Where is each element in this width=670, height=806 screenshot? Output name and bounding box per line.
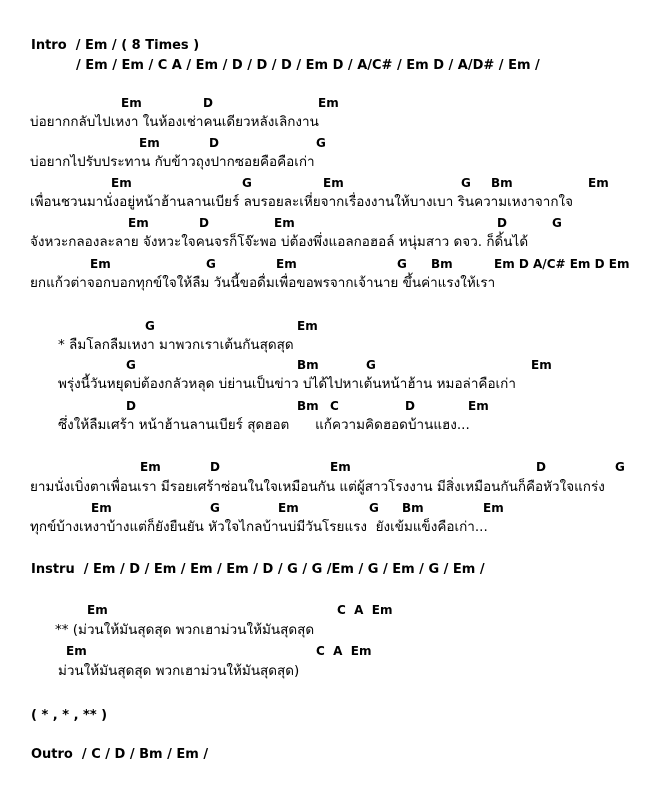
chord-row	[0, 256, 670, 272]
chord-label: Em	[323, 176, 344, 190]
chord-label: G	[206, 257, 216, 271]
lyric-line: พรุ่งนี้วันหยุดบ่ต้องกลัวหลุด บ่ย่านเป็นข่าว บ่ได้ไปหาเต้นหน้าฮ้าน หมอล่าคือเก่า	[58, 376, 516, 392]
chord-row	[0, 357, 670, 373]
chord-label: Em	[66, 644, 87, 658]
chord-row	[0, 398, 670, 414]
chord-label: Em	[278, 501, 299, 515]
chord-label: Em	[90, 257, 111, 271]
chord-label: Em	[297, 319, 318, 333]
lyric-line: ม่วนให้มันสุดสุด พวกเฮาม่วนให้มันสุดสุด)	[58, 663, 300, 679]
chord-row	[0, 318, 670, 334]
chord-label: Em	[330, 460, 351, 474]
intro-progression: / Em / Em / C A / Em / D / D / D / Em D / A/C# / Em D / A/D# / Em /	[76, 58, 540, 73]
chord-label: G	[552, 216, 562, 230]
chord-label: G	[242, 176, 252, 190]
chord-label: C A Em	[316, 644, 372, 658]
chord-label: D	[209, 136, 219, 150]
chord-label: D	[536, 460, 546, 474]
chord-row	[0, 95, 670, 111]
lyric-line: * ลืมโลกลืมเหงา มาพวกเราเต้นกันสุดสุด	[58, 337, 294, 353]
chord-label: G	[461, 176, 471, 190]
chord-label: D	[199, 216, 209, 230]
chord-label: G	[210, 501, 220, 515]
chord-label: Em	[87, 603, 108, 617]
chord-label: Em	[121, 96, 142, 110]
chord-label: Em	[274, 216, 295, 230]
lyric-line: ** (ม่วนให้มันสุดสุด พวกเฮาม่วนให้มันสุดสุด	[55, 622, 315, 638]
chord-label: Bm	[402, 501, 424, 515]
chord-label: Em D A/C# Em D Em	[494, 257, 630, 271]
lyric-line: ทุกข์บ้างเหงาบ้างแต่ก็ยังยืนยัน หัวใจไกลบ้านบ่มีวันโรยแรง ยังเข้มแข็งคือเก่า...	[30, 519, 488, 535]
chord-row	[0, 500, 670, 516]
outro-line: Outro / C / D / Bm / Em /	[31, 747, 209, 762]
chord-label: D	[126, 399, 136, 413]
chord-label: Bm	[491, 176, 513, 190]
chord-label: Em	[91, 501, 112, 515]
chord-row	[0, 215, 670, 231]
chord-label: D	[405, 399, 415, 413]
chord-label: Em	[531, 358, 552, 372]
chord-row	[0, 459, 670, 475]
chord-label: G	[316, 136, 326, 150]
chord-label: Bm	[297, 399, 319, 413]
chord-label: Em	[483, 501, 504, 515]
lyric-line: บ่อยากไปรับประทาน กับข้าวถุงปากซอยคือคือเก่า	[30, 154, 315, 170]
chord-label: G	[366, 358, 376, 372]
chord-row	[0, 602, 670, 618]
chord-label: Bm	[431, 257, 453, 271]
chord-label: Em	[140, 460, 161, 474]
chord-label: Em	[468, 399, 489, 413]
repeat-instruction: ( * , * , ** )	[31, 708, 108, 723]
chord-label: Em	[588, 176, 609, 190]
chord-label: Em	[139, 136, 160, 150]
chord-label: C A Em	[337, 603, 393, 617]
instrumental-line: Instru / Em / D / Em / Em / Em / D / G / G /Em / G / Em / G / Em /	[31, 562, 485, 577]
chord-label: G	[126, 358, 136, 372]
intro-line: Intro / Em / ( 8 Times )	[31, 38, 200, 53]
chord-label: D	[210, 460, 220, 474]
lyric-line: ยามนั่งเบิ่งตาเพื่อนเรา มีรอยเศร้าซ่อนในใจเหมือนกัน แต่ผู้สาวโรงงาน มีสิ่งเหมือนกันก็คือหัวใจแกร่ง	[30, 479, 605, 495]
chord-label: Em	[318, 96, 339, 110]
chord-label: D	[203, 96, 213, 110]
chord-row	[0, 643, 670, 659]
chord-row	[0, 135, 670, 151]
chord-label: C	[330, 399, 339, 413]
chord-label: D	[497, 216, 507, 230]
chord-label: Em	[128, 216, 149, 230]
chord-label: G	[615, 460, 625, 474]
lyric-line: ซึ่งให้ลืมเศร้า หน้าฮ้านลานเบียร์ สุดฮอต แก้ความคิดฮอดบ้านแฮง...	[58, 417, 470, 433]
chord-row	[0, 175, 670, 191]
lyric-line: บ่อยากกลับไปเหงา ในห้องเช่าคนเดียวหลังเลิกงาน	[30, 114, 319, 130]
chord-label: Em	[276, 257, 297, 271]
chord-label: Em	[111, 176, 132, 190]
lyric-line: จังหวะกลองละลาย จังหวะใจคนจรก็โจ๊ะพอ บ่ต้องพึ่งแอลกอฮอล์ หนุ่มสาว ดจว. ก็ดิ้นได้	[30, 234, 529, 250]
chord-label: Bm	[297, 358, 319, 372]
lyric-line: ยกแก้วต่าจอกบอกทุกข์ใจให้ลืม วันนี้ขอดื่มเพื่อขอพรจากเจ้านาย ขึ้นค่าแรงให้เรา	[30, 275, 496, 291]
lyric-line: เพื่อนชวนมานั่งอยู่หน้าฮ้านลานเบียร์ ลบรอยละเหี่ยจากเรื่องงานให้บางเบา รินความเหงาจากใจ	[30, 194, 574, 210]
chord-label: G	[397, 257, 407, 271]
chord-label: G	[369, 501, 379, 515]
chord-label: G	[145, 319, 155, 333]
